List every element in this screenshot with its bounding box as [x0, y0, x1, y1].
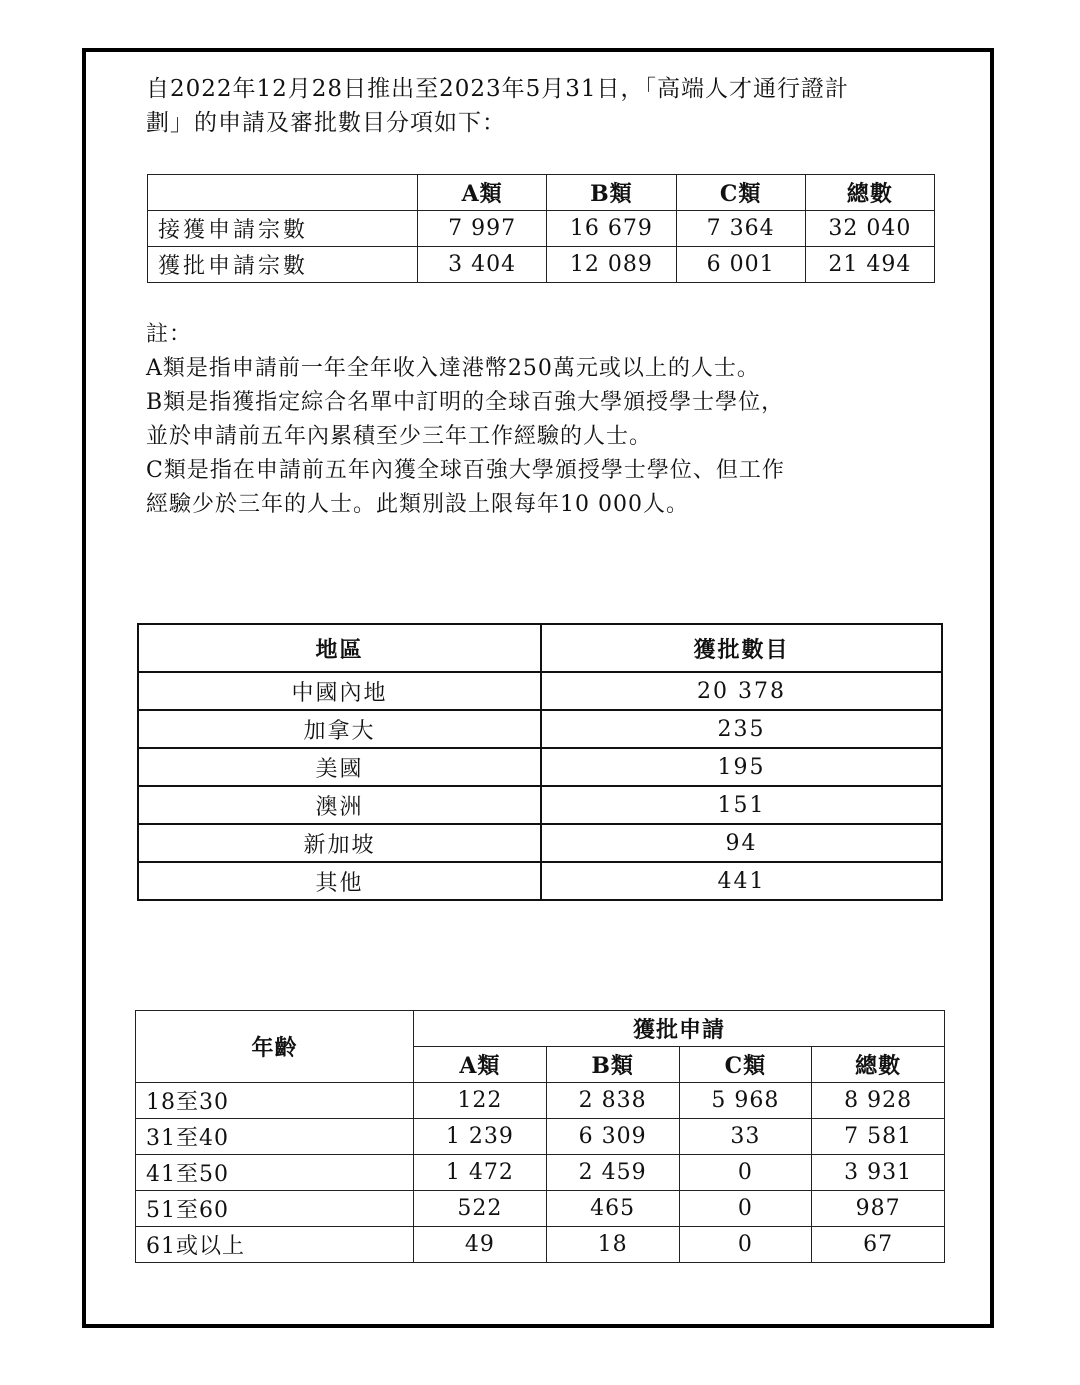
table-cell: 49	[414, 1227, 547, 1263]
notes-title: 註：	[146, 322, 193, 347]
intro-line-2: 劃」的申請及審批數目分項如下：	[146, 110, 506, 136]
region-cell: 其他	[138, 862, 541, 900]
header-cell: B類	[546, 1047, 679, 1083]
table-cell: 7 997	[418, 211, 547, 247]
table-cell: 67	[812, 1227, 945, 1263]
count-cell: 235	[541, 710, 942, 748]
count-cell: 151	[541, 786, 942, 824]
table-cell: 1 239	[414, 1119, 547, 1155]
note-a: A類是指申請前一年全年收入達港幣250萬元或以上的人士。	[146, 356, 760, 381]
table-cell: 6 001	[676, 247, 805, 283]
table-row	[148, 211, 935, 247]
table-cell: 2 459	[546, 1155, 679, 1191]
table-cell: 2 838	[546, 1083, 679, 1119]
note-c-line-1: C類是指在申請前五年內獲全球百強大學頒授學士學位、但工作	[146, 458, 785, 483]
note-c-line-2: 經驗少於三年的人士。此類別設上限每年10 000人。	[146, 492, 689, 517]
table-cell: 33	[679, 1119, 812, 1155]
table-row	[136, 1191, 945, 1227]
header-cell	[148, 175, 418, 211]
table-cell: 32 040	[805, 211, 934, 247]
table-cell: 3 931	[812, 1155, 945, 1191]
region-cell: 中國內地	[138, 672, 541, 710]
table-row	[148, 247, 935, 283]
table-cell: 3 404	[418, 247, 547, 283]
header-cell: 總數	[805, 175, 934, 211]
table-row	[136, 1083, 945, 1119]
count-cell: 195	[541, 748, 942, 786]
table-row	[136, 1119, 945, 1155]
header-cell: C類	[679, 1047, 812, 1083]
table-row	[138, 824, 942, 862]
age-header: 年齡	[136, 1011, 414, 1083]
table-cell: 16 679	[547, 211, 676, 247]
note-b-line-2: 並於申請前五年內累積至少三年工作經驗的人士。	[146, 424, 653, 449]
age-cell: 61或以上	[136, 1227, 414, 1263]
region-table	[137, 623, 943, 901]
header-cell: 獲批數目	[541, 624, 942, 672]
header-cell: C類	[676, 175, 805, 211]
header-cell: 地區	[138, 624, 541, 672]
row-label: 獲批申請宗數	[148, 247, 418, 283]
table-cell: 7 581	[812, 1119, 945, 1155]
table-cell: 6 309	[546, 1119, 679, 1155]
age-cell: 31至40	[136, 1119, 414, 1155]
region-cell: 美國	[138, 748, 541, 786]
table-cell: 522	[414, 1191, 547, 1227]
table-cell: 21 494	[805, 247, 934, 283]
table-cell: 18	[546, 1227, 679, 1263]
table-cell: 465	[546, 1191, 679, 1227]
table-row	[136, 1227, 945, 1263]
table-row	[138, 786, 942, 824]
table-cell: 8 928	[812, 1083, 945, 1119]
row-label: 接獲申請宗數	[148, 211, 418, 247]
header-cell: A類	[418, 175, 547, 211]
table-row	[138, 862, 942, 900]
intro-paragraph	[146, 72, 946, 140]
table-cell: 987	[812, 1191, 945, 1227]
table-row	[138, 672, 942, 710]
table-cell: 0	[679, 1191, 812, 1227]
table-header-row	[136, 1011, 945, 1047]
age-cell: 41至50	[136, 1155, 414, 1191]
age-cell: 51至60	[136, 1191, 414, 1227]
header-cell: A類	[414, 1047, 547, 1083]
table-cell: 0	[679, 1227, 812, 1263]
age-cell: 18至30	[136, 1083, 414, 1119]
table-header-row	[148, 175, 935, 211]
header-cell: 總數	[812, 1047, 945, 1083]
table-cell: 7 364	[676, 211, 805, 247]
region-cell: 新加坡	[138, 824, 541, 862]
group-header: 獲批申請	[414, 1011, 945, 1047]
table-cell: 1 472	[414, 1155, 547, 1191]
table-cell: 12 089	[547, 247, 676, 283]
age-table	[135, 1010, 945, 1263]
table-header-row	[138, 624, 942, 672]
region-cell: 澳洲	[138, 786, 541, 824]
count-cell: 441	[541, 862, 942, 900]
count-cell: 94	[541, 824, 942, 862]
notes-section	[146, 318, 946, 522]
note-b-line-1: B類是指獲指定綜合名單中訂明的全球百強大學頒授學士學位，	[146, 390, 785, 415]
count-cell: 20 378	[541, 672, 942, 710]
table-row	[136, 1155, 945, 1191]
table-cell: 5 968	[679, 1083, 812, 1119]
header-cell: B類	[547, 175, 676, 211]
intro-line-1: 自2022年12月28日推出至2023年5月31日，「高端人才通行證計	[146, 76, 849, 102]
table-row	[138, 748, 942, 786]
applications-table	[147, 174, 935, 283]
table-cell: 122	[414, 1083, 547, 1119]
table-cell: 0	[679, 1155, 812, 1191]
table-row	[138, 710, 942, 748]
region-cell: 加拿大	[138, 710, 541, 748]
